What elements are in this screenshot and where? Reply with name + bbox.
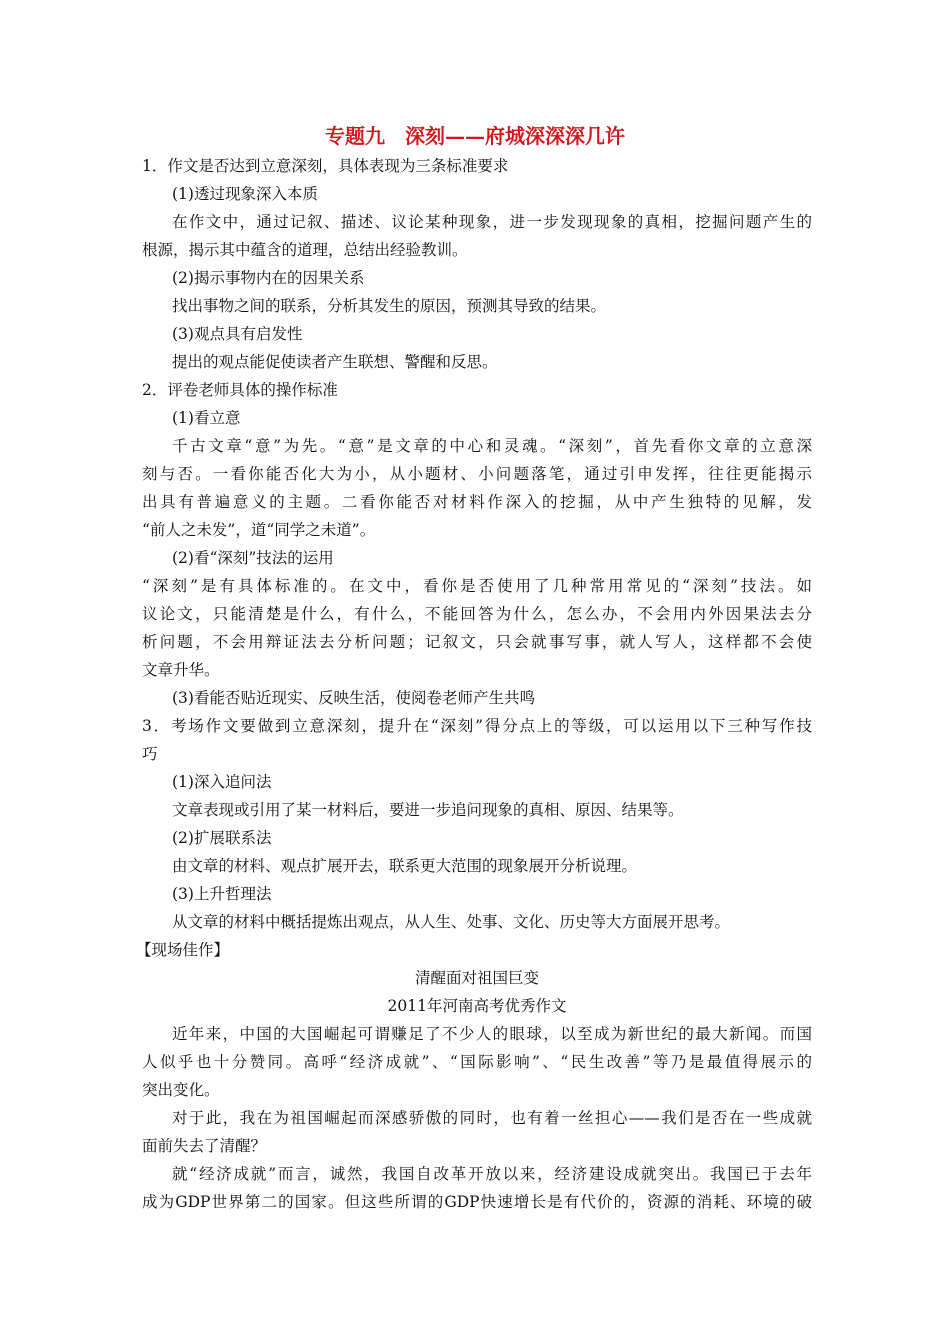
section-1-heading: 1．作文是否达到立意深刻，具体表现为三条标准要求 — [142, 157, 509, 175]
section-3-heading-cont: 巧 — [142, 745, 158, 763]
essay-line: 面前失去了清醒？ — [142, 1137, 267, 1155]
paragraph-line: 提出的观点能促使读者产生联想、警醒和反思。 — [172, 353, 498, 371]
paragraph-line: 刻与否。一看你能否化大为小，从小题材、小问题落笔，通过引申发挥，往往更能揭示 — [142, 465, 812, 483]
section-3-subtitle-1: (1)深入追问法 — [172, 773, 272, 791]
paragraph-line: 千古文章“意”为先。“意”是文章的中心和灵魂。“深刻”，首先看你文章的立意深 — [172, 437, 812, 455]
paragraph-line: 文章表现或引用了某一材料后，要进一步追问现象的真相、原因、结果等。 — [172, 801, 684, 819]
essay-line: 突出变化。 — [142, 1081, 220, 1099]
essay-line: 近年来，中国的大国崛起可谓赚足了不少人的眼球，以至成为新世纪的最大新闻。而国 — [172, 1025, 812, 1043]
section-1-subtitle-3: (3)观点具有启发性 — [172, 325, 303, 343]
paragraph-line: “深刻”是有具体标准的。在文中，看你是否使用了几种常用常见的“深刻”技法。如 — [142, 577, 812, 595]
paragraph-line: 根源，揭示其中蕴含的道理，总结出经验教训。 — [142, 241, 468, 259]
paragraph-line: 文章升华。 — [142, 661, 220, 679]
paragraph-line: 出具有普遍意义的主题。二看你能否对材料作深入的挖掘，从中产生独特的见解，发 — [142, 493, 812, 511]
section-2-heading: 2．评卷老师具体的操作标准 — [142, 381, 338, 399]
essay-title: 清醒面对祖国巨变 — [414, 969, 539, 987]
paragraph-line: 在作文中，通过记叙、描述、议论某种现象，进一步发现现象的真相，挖掘问题产生的 — [172, 213, 812, 231]
page-title: 专题九 深刻——府城深深深几许 — [325, 124, 625, 148]
section-3-subtitle-3: (3)上升哲理法 — [172, 885, 272, 903]
essay-line: 人似乎也十分赞同。高呼“经济成就”、“国际影响”、“民生改善”等乃是最值得展示的 — [142, 1053, 812, 1071]
section-1-subtitle-1: (1)透过现象深入本质 — [172, 185, 318, 203]
section-1-subtitle-2: (2)揭示事物内在的因果关系 — [172, 269, 365, 287]
essay-line: 就“经济成就”而言，诚然，我国自改革开放以来，经济建设成就突出。我国已于去年 — [172, 1165, 812, 1183]
essay-line: 对于此，我在为祖国崛起而深感骄傲的同时，也有着一丝担心——我们是否在一些成就 — [172, 1109, 812, 1127]
section-2-subtitle-3: (3)看能否贴近现实、反映生活，使阅卷老师产生共鸣 — [172, 689, 535, 707]
section-3-subtitle-2: (2)扩展联系法 — [172, 829, 272, 847]
paragraph-line: 找出事物之间的联系，分析其发生的原因，预测其导致的结果。 — [172, 297, 607, 315]
section-3-heading: 3．考场作文要做到立意深刻，提升在“深刻”得分点上的等级，可以运用以下三种写作技 — [142, 717, 812, 735]
essay-line: 成为GDP世界第二的国家。但这些所谓的GDP快速增长是有代价的，资源的消耗、环境的破 — [142, 1193, 812, 1211]
sample-label: 【现场佳作】 — [136, 941, 230, 959]
essay-subtitle: 2011年河南高考优秀作文 — [387, 997, 567, 1015]
paragraph-line: 从文章的材料中概括提炼出观点，从人生、处事、文化、历史等大方面展开思考。 — [172, 913, 731, 931]
paragraph-line: 析问题，不会用辩证法去分析问题；记叙文，只会就事写事，就人写人，这样都不会使 — [142, 633, 812, 651]
paragraph-line: 议论文，只能清楚是什么，有什么，不能回答为什么，怎么办，不会用内外因果法去分 — [142, 605, 812, 623]
section-2-subtitle-2: (2)看“深刻”技法的运用 — [172, 549, 334, 567]
section-2-subtitle-1: (1)看立意 — [172, 409, 241, 427]
paragraph-line: “前人之未发”，道“同学之未道”。 — [142, 521, 376, 539]
paragraph-line: 由文章的材料、观点扩展开去，联系更大范围的现象展开分析说理。 — [172, 857, 638, 875]
